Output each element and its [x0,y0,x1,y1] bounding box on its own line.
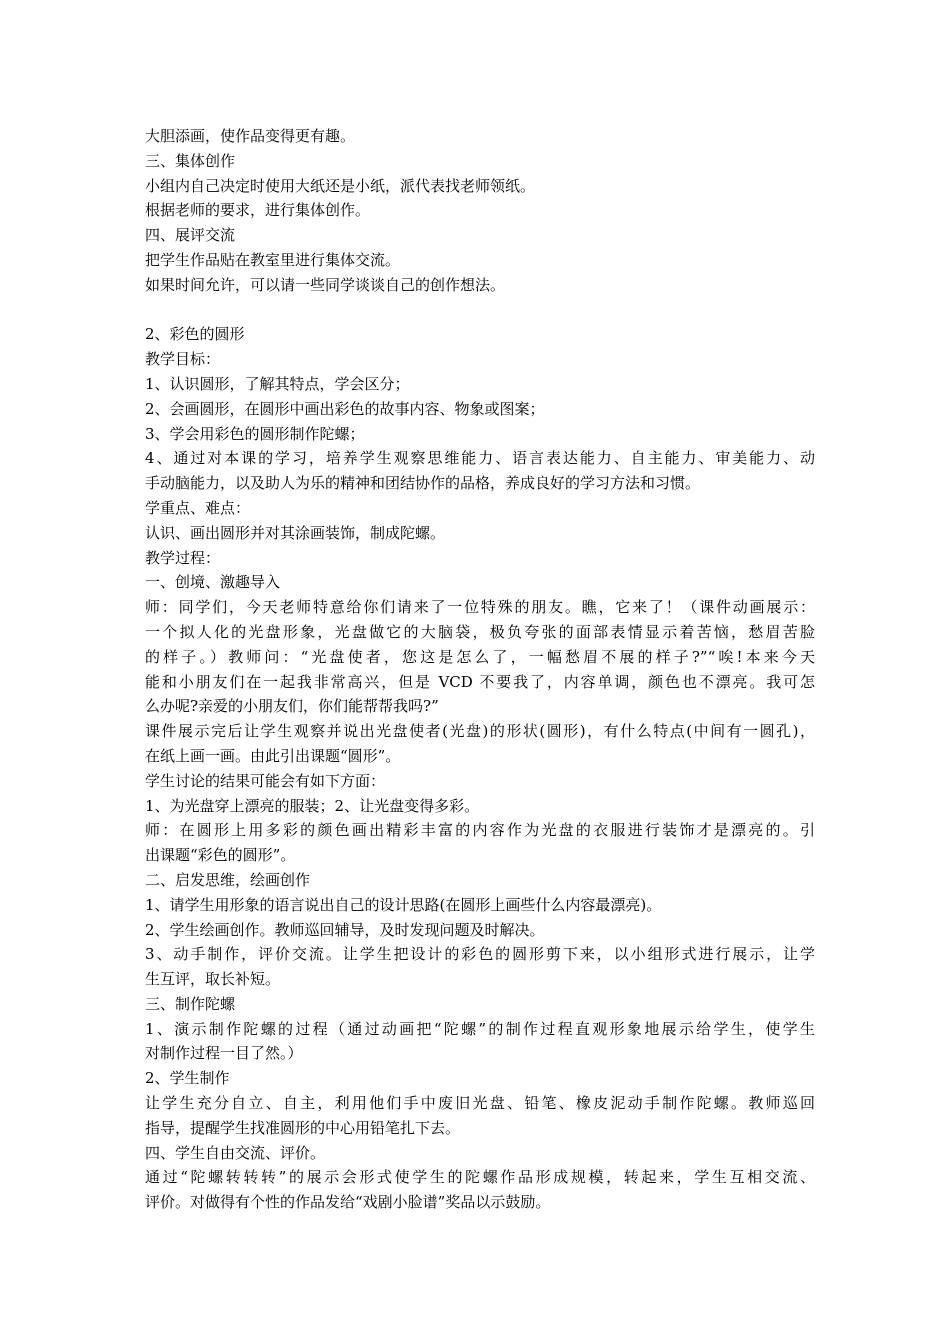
text-line: 在纸上画一画。由此引出课题“圆形”。 [145,746,401,765]
text-line: 2、会画圆形，在圆形中画出彩色的故事内容、物象或图案； [145,399,545,418]
text-line: 师：同学们，今天老师特意给你们请来了一位特殊的朋友。瞧，它来了！（课件动画展示： [145,598,815,617]
text-line: 教学过程： [145,548,221,567]
text-line: 2、彩色的圆形 [145,325,245,344]
text-line: 大胆添画，使作品变得更有趣。 [145,127,356,145]
text-line: 2、学生制作 [145,1069,230,1088]
text-line: 一个拟人化的光盘形象，光盘做它的大脑袋，极负夸张的面部表情显示着苦恼，愁眉苦脸 [145,622,815,641]
text-line: 指导，提醒学生找准圆形的中心用铅笔扎下去。 [145,1118,461,1137]
text-line: 4、通过对本课的学习，培养学生观察思维能力、语言表达能力、自主能力、审美能力、动 [145,449,815,468]
text-line: 认识、画出圆形并对其涂画装饰，制成陀螺。 [145,523,446,542]
text-line: 课件展示完后让学生观察并说出光盘使者(光盘)的形状(圆形)，有什么特点(中间有一圆孔)， [145,722,815,741]
text-line: 学生讨论的结果可能会有如下方面： [145,771,386,790]
text-line: 教学目标： [145,350,221,369]
text-line: 生互评，取长补短。 [145,970,281,989]
text-line: 3、动手制作，评价交流。让学生把设计的彩色的圆形剪下来，以小组形式进行展示，让学 [145,945,815,964]
text-line: 二、启发思维，绘画创作 [145,870,311,889]
text-line: 1、请学生用形象的语言说出自己的设计思路(在圆形上画些什么内容最漂亮)。 [145,895,662,914]
text-line: 能和小朋友们在一起我非常高兴，但是 VCD 不要我了，内容单调，颜色也不漂亮。我可怎 [145,672,815,691]
text-line: 小组内自己决定时使用大纸还是小纸，派代表找老师领纸。 [145,176,536,195]
text-line: 对制作过程一目了然。） [145,1044,303,1063]
text-line: 四、学生自由交流、评价。 [145,1143,326,1162]
text-line: 么办呢?亲爱的小朋友们，你们能帮帮我吗?” [145,697,439,716]
text-line: 学重点、难点： [145,498,251,517]
text-line: 3、学会用彩色的圆形制作陀螺； [145,424,365,443]
text-line: 师：在圆形上用多彩的颜色画出精彩丰富的内容作为光盘的衣服进行装饰才是漂亮的。引 [145,821,815,840]
text-line: 三、制作陀螺 [145,994,236,1013]
blank-line [145,298,815,323]
document-body [145,124,815,1215]
text-line: 1、认识圆形，了解其特点，学会区分； [145,374,410,393]
text-line: 通过“陀螺转转转”的展示会形式使学生的陀螺作品形成规模，转起来，学生互相交流、 [145,1168,815,1187]
text-line: 1、为光盘穿上漂亮的服装；2、让光盘变得多彩。 [145,796,480,815]
text-line: 手动脑能力，以及助人为乐的精神和团结协作的品格，养成良好的学习方法和习惯。 [145,474,701,493]
text-line: 评价。对做得有个性的作品发给“戏剧小脸谱”奖品以示鼓励。 [145,1193,551,1212]
text-line: 一、创境、激趣导入 [145,573,281,592]
text-line: 四、展评交流 [145,226,236,245]
text-line: 根据老师的要求，进行集体创作。 [145,201,371,220]
text-line: 如果时间允许，可以请一些同学谈谈自己的创作想法。 [145,275,506,294]
text-line: 的样子。）教师问：“光盘使者，您这是怎么了，一幅愁眉不展的样子?”“唉!本来今天 [145,647,815,666]
text-line: 出课题“彩色的圆形”。 [145,846,296,865]
text-line: 2、学生绘画创作。教师巡回辅导，及时发现问题及时解决。 [145,920,545,939]
text-line: 让学生充分自立、自主，利用他们手中废旧光盘、铅笔、橡皮泥动手制作陀螺。教师巡回 [145,1094,815,1113]
text-line: 把学生作品贴在教室里进行集体交流。 [145,250,401,269]
text-line: 1、演示制作陀螺的过程（通过动画把“陀螺”的制作过程直观形象地展示给学生，使学生 [145,1019,815,1038]
text-line: 三、集体创作 [145,151,236,170]
